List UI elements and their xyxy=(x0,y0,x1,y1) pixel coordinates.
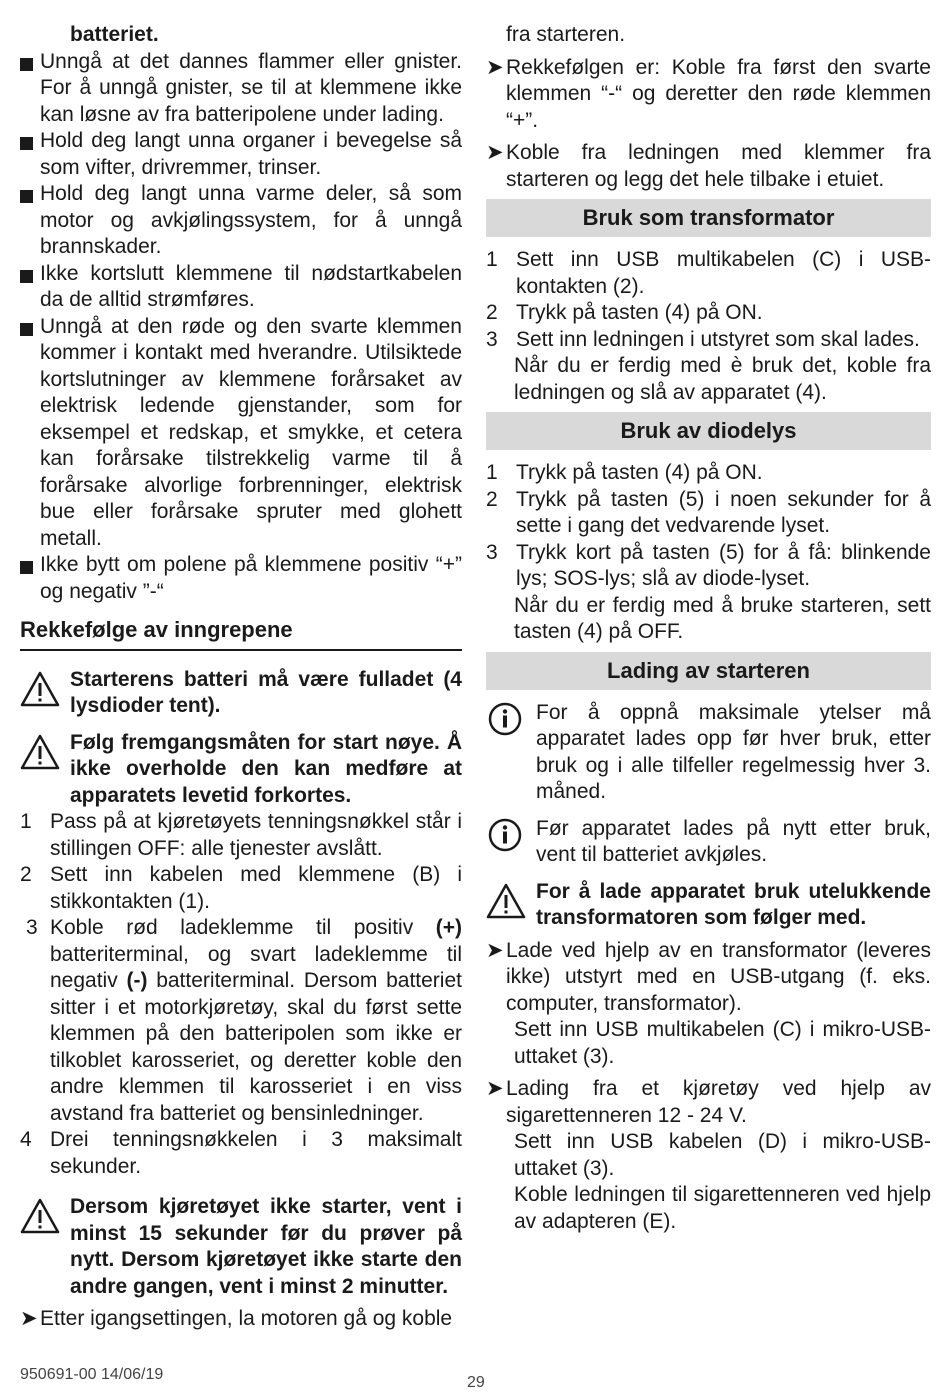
plus-symbol: (+) xyxy=(435,916,462,939)
step-note: Når du er ferdig med è bruk det, koble fra ledningen og slå av apparatet (4). xyxy=(514,354,931,404)
warning-text: Følg fremgangsmåten for start nøye. Å ikke overholde den kan medføre at apparatets levetid forkortes. xyxy=(70,730,462,807)
info-text: For å oppnå maksimale ytelser må apparatet lades opp før hver bruk, etter bruk og i alle tilfeller regelmessig hver 3. måned. xyxy=(536,700,931,803)
step-text: batteriterminal. Dersom batteriet sitter i et motorkjøretøy, skal du først sette klemmen på den batteripolen som ikke er tilkoblet karosseriet, og deretter koble den andre klemmen til karosseriet i en viss avstand fra batteriet og bensinledninger. xyxy=(50,969,462,1125)
minus-symbol: (-) xyxy=(126,969,148,992)
bullet-text: Ikke bytt om polene på klemmene positiv “+” og negativ ”-“ xyxy=(40,553,462,603)
step-text: Sett inn USB multikabelen (C) i USB-kontakten (2). xyxy=(516,248,931,298)
step-number: 3 xyxy=(486,327,498,351)
section-band-diode: Bruk av diodelys xyxy=(486,412,931,450)
info-text: Før apparatet lades på nytt etter bruk, vent til batteriet avkjøles. xyxy=(536,816,931,866)
step-text: Pass på at kjøretøyets tenningsnøkkel står i stillingen OFF: alle tjenester avslått. xyxy=(50,810,462,860)
square-bullet-icon xyxy=(20,58,33,71)
warning-text: For å lade apparatet bruk utelukkende transformatoren som følger med. xyxy=(536,879,931,929)
warning-triangle-icon xyxy=(486,883,526,919)
square-bullet-icon xyxy=(20,561,33,574)
safety-bullet xyxy=(20,314,462,553)
section-band-charging: Lading av starteren xyxy=(486,652,931,690)
bullet-text: Unngå at den røde og den svarte klemmen kommer i kontakt med hverandre. Utilsiktede kortslutninger av klemmene forårsaket av elektrisk ledende gjenstander, som for eksempel et redskap, et smykke, et cetera kan forårsake tilstrekkelig varme til å forårsake alvorlige forbrenninger, elektrisk bue eller forårsake spruter med glohett metall. xyxy=(40,314,462,550)
info-icon xyxy=(488,702,522,736)
step-item xyxy=(486,247,931,300)
step-item xyxy=(486,540,931,593)
arrow-subtext: Koble ledningen til sigarettenneren ved hjelp av adapteren (E). xyxy=(514,1183,931,1233)
step-number: 1 xyxy=(486,248,498,271)
info-block xyxy=(486,816,931,869)
step-item xyxy=(20,915,462,1127)
arrow-text: Lade ved hjelp av en transformator (leveres ikke) utstyrt med en USB-utgang (f. eks. computer, transformator). xyxy=(506,938,931,1015)
step-text: Sett inn ledningen i utstyret som skal lades. xyxy=(516,327,920,351)
safety-bullet xyxy=(20,552,462,605)
bullet-text: Hold deg langt unna organer i bevegelse så som vifter, drivremmer, trinser. xyxy=(40,129,462,179)
step-note: Når du er ferdig med å bruke starteren, sett tasten (4) på OFF. xyxy=(514,593,931,643)
bullet-text: Hold deg langt unna varme deler, så som motor og avkjølingssystem, for å unngå brannskader. xyxy=(40,182,462,258)
step-text: Drei tenningsnøkkelen i 3 maksimalt sekunder. xyxy=(50,1128,462,1178)
arrow-item xyxy=(486,140,931,193)
arrow-text: Lading fra et kjøretøy ved hjelp av sigarettenneren 12 - 24 V. xyxy=(506,1077,931,1127)
step-item xyxy=(20,862,462,915)
arrow-subtext: Sett inn USB multikabelen (C) i mikro-USB-uttaket (3). xyxy=(514,1018,931,1068)
info-block xyxy=(486,700,931,806)
safety-bullet xyxy=(20,128,462,181)
warning-triangle-icon xyxy=(20,1198,60,1234)
warning-block xyxy=(20,730,462,810)
safety-bullet xyxy=(20,261,462,314)
left-column xyxy=(20,22,462,1333)
square-bullet-icon xyxy=(20,270,33,283)
arrow-item xyxy=(486,1076,931,1129)
step-item xyxy=(486,460,931,487)
bullet-text: Unngå at det dannes flammer eller gnister. For å unngå gnister, se til at klemmene ikke kan løsne av fra batteripolene under lading. xyxy=(40,49,462,126)
arrow-item xyxy=(20,1306,462,1333)
warning-triangle-icon xyxy=(20,734,60,770)
safety-bullet xyxy=(20,49,462,129)
step-item xyxy=(486,327,931,354)
step-item xyxy=(486,300,931,327)
right-column xyxy=(486,22,931,1235)
warning-block xyxy=(20,667,462,720)
arrow-bullet-icon: ➤ xyxy=(486,55,504,79)
step-text: Trykk på tasten (5) i noen sekunder for å sette i gang det vedvarende lyset. xyxy=(516,487,931,537)
step-text: Trykk kort på tasten (5) for å få: blinkende lys; SOS-lys; slå av diode-lyset. xyxy=(516,540,931,590)
warning-block xyxy=(20,1194,462,1300)
step-text: Trykk på tasten (4) på ON. xyxy=(516,461,763,484)
warning-triangle-icon xyxy=(20,671,60,707)
square-bullet-icon xyxy=(20,323,33,336)
step-item xyxy=(486,487,931,540)
step-number: 1 xyxy=(486,461,498,484)
step-text: batteriterminal, og svart ladeklemme til negativ xyxy=(50,942,462,992)
step-number: 2 xyxy=(486,487,498,511)
warning-text: Starterens batteri må være fulladet (4 lysdioder tent). xyxy=(70,667,462,717)
warning-block xyxy=(486,879,931,932)
step-text: Sett inn kabelen med klemmene (B) i stikkontakten (1). xyxy=(50,863,462,913)
square-bullet-icon xyxy=(20,190,33,203)
warning-text: Dersom kjøretøyet ikke starter, vent i minst 15 sekunder før du prøver på nytt. Dersom kjøretøyet ikke starte den andre gangen, vent i minst 2 minutter. xyxy=(70,1195,462,1298)
step-number: 3 xyxy=(26,916,38,939)
arrow-bullet-icon: ➤ xyxy=(486,141,504,164)
safety-bullet xyxy=(20,181,462,261)
bullet-text: Ikke kortslutt klemmene til nødstartkabelen da de alltid strømføres. xyxy=(40,261,462,311)
arrow-item xyxy=(486,55,931,135)
step-number: 2 xyxy=(20,863,32,886)
arrow-subtext: Sett inn USB kabelen (D) i mikro-USB-uttaket (3). xyxy=(514,1130,931,1180)
step-number: 4 xyxy=(20,1128,32,1151)
arrow-item xyxy=(486,938,931,1018)
step-number: 2 xyxy=(486,301,498,324)
arrow-text: Etter igangsettingen, la motoren gå og koble xyxy=(40,1307,453,1330)
arrow-bullet-icon: ➤ xyxy=(486,1077,504,1100)
step-text: Trykk på tasten (4) på ON. xyxy=(516,301,763,324)
step-number: 3 xyxy=(486,540,498,564)
arrow-bullet-icon: ➤ xyxy=(20,1307,38,1330)
continued-line: fra starteren. xyxy=(506,23,626,46)
step-number: 1 xyxy=(20,810,32,833)
intro-line: batteriet. xyxy=(70,23,159,46)
step-item xyxy=(20,809,462,862)
info-icon xyxy=(488,818,522,852)
arrow-bullet-icon: ➤ xyxy=(486,938,504,962)
step-text: Koble rød ladeklemme til positiv xyxy=(50,916,436,939)
document-code: 950691-00 14/06/19 xyxy=(20,1366,164,1383)
arrow-text: Koble fra ledningen med klemmer fra starteren og legg det hele tilbake i etuiet. xyxy=(506,141,931,191)
arrow-text: Rekkefølgen er: Koble fra først den svarte klemmen “-“ og deretter den røde klemmen “+”. xyxy=(506,55,931,132)
section-title: Rekkefølge av inngrepene xyxy=(20,617,462,651)
page-number: 29 xyxy=(467,1374,485,1391)
square-bullet-icon xyxy=(20,137,33,150)
section-band-transformer: Bruk som transformator xyxy=(486,199,931,237)
step-item xyxy=(20,1127,462,1180)
